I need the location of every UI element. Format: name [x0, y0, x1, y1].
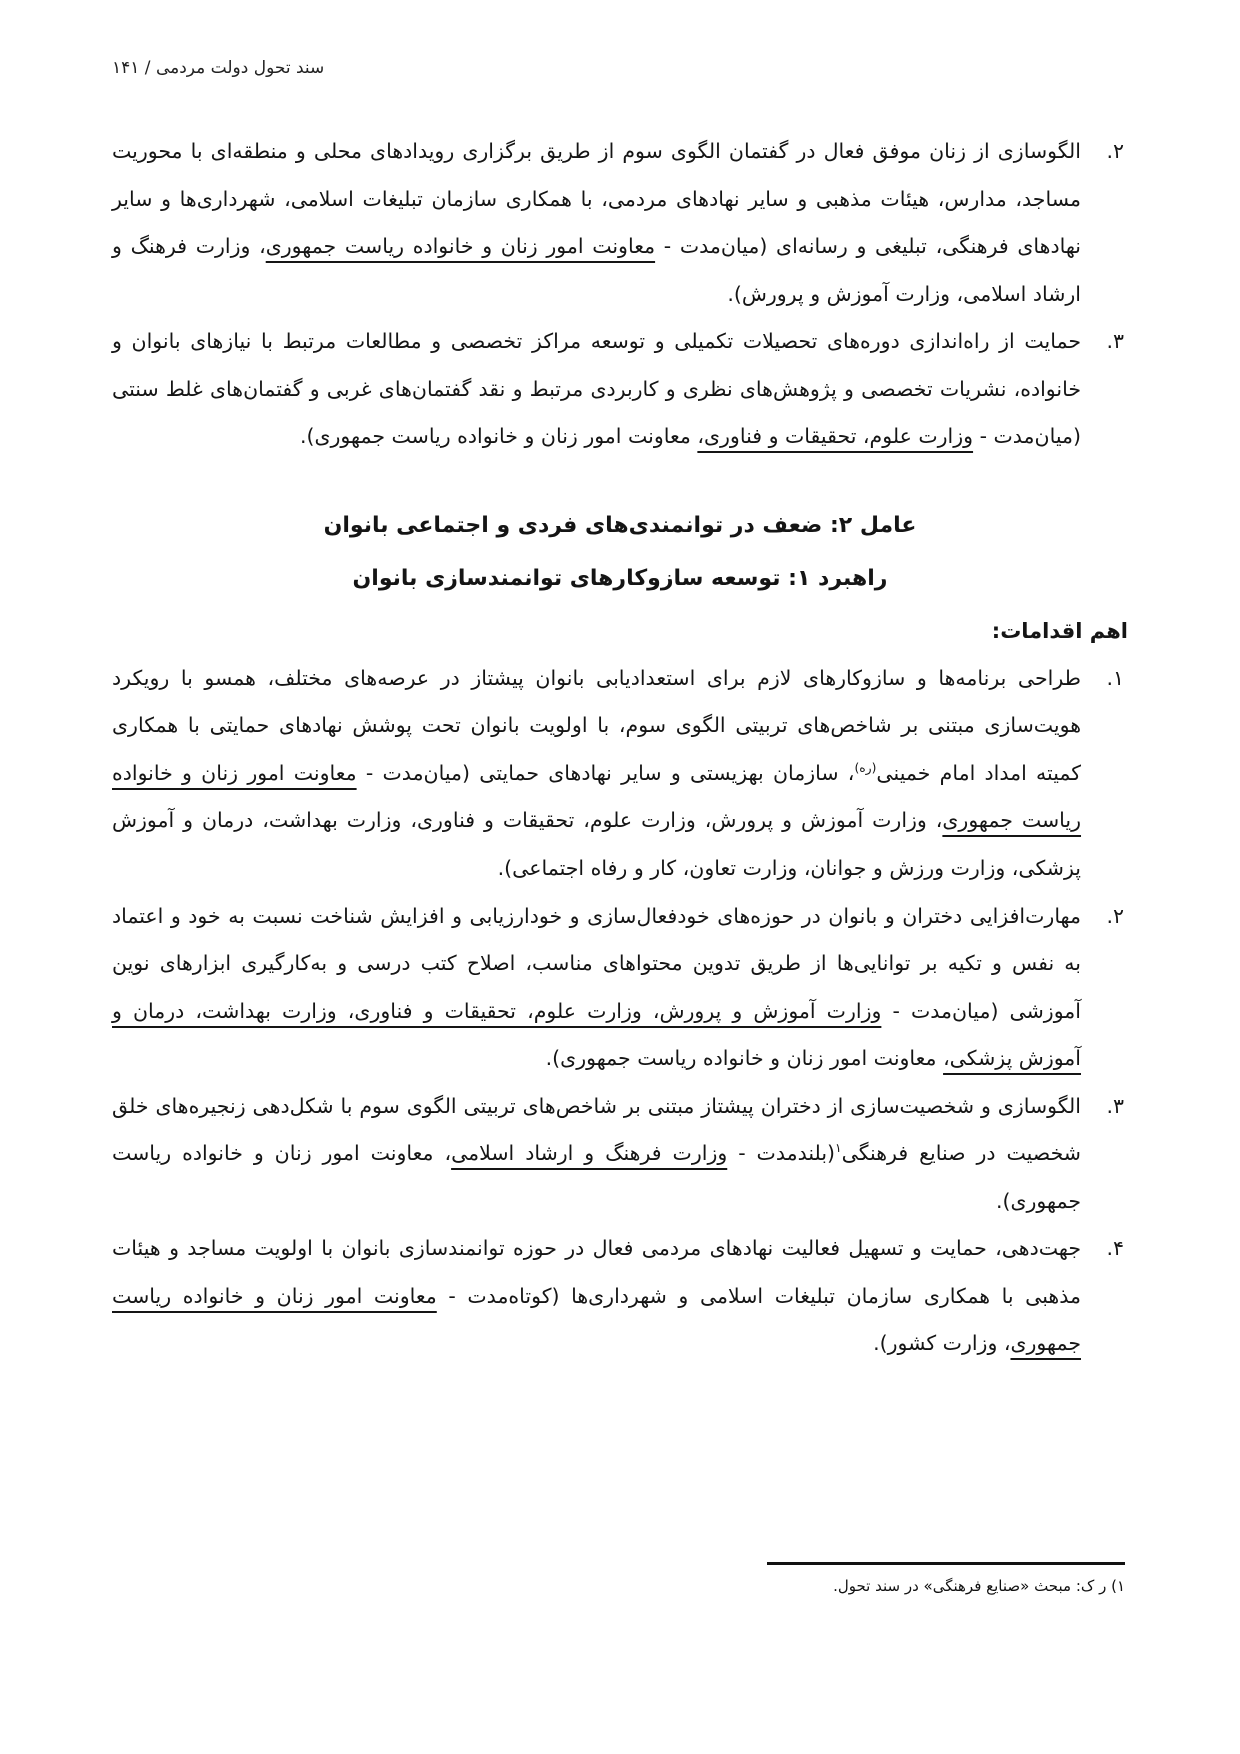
list-item	[112, 318, 1128, 461]
text-run: ، وزارت آموزش و پرورش، وزارت علوم، تحقیقات و فناوری، وزارت بهداشت، درمان و آموزش پزشکی، وزارت ورزش و جوانان، وزارت تعاون، کار و رفاه اجتماعی).	[112, 808, 1081, 881]
footnote-text: ۱) ر ک: مبحث «صنایع فرهنگی» در سند تحول.	[833, 1577, 1125, 1595]
list-item	[112, 1083, 1128, 1226]
text-run: الگوسازی از زنان موفق فعال در گفتمان الگوی سوم از طریق برگزاری رویدادهای محلی و منطقه‌ای با محوریت مساجد، مدارس، هیئات مذهبی و سایر نهادهای مردمی، با همکاری سازمان تبلیغات اسلامی، شهرداری‌ها و سایر نهادهای فرهنگی، تبلیغی و رسانه‌ای (میان‌مدت -	[112, 139, 1082, 259]
item-number: ۳.	[1106, 329, 1124, 354]
page-header: سند تحول دولت مردمی / ۱۴۱	[112, 58, 325, 78]
list-item	[112, 893, 1128, 1083]
factor-heading: عامل ۲: ضعف در توانمندی‌های فردی و اجتماعی بانوان	[323, 512, 917, 538]
text-run: الگوسازی و شخصیت‌سازی از دختران پیشتاز مبتنی بر شاخص‌های تربیتی الگوی سوم با شکل‌دهی زنجیره‌های خلق شخصیت در صنایع فرهنگی	[112, 1093, 1081, 1166]
text-run: معاونت امور زنان و خانواده ریاست جمهوری).	[545, 1046, 944, 1071]
footnote-area	[767, 1562, 1125, 1595]
footnote-separator	[767, 1562, 1125, 1565]
underlined-text: معاونت امور زنان و خانواده ریاست جمهوری	[112, 1283, 1081, 1356]
list-item	[112, 655, 1128, 893]
underlined-text: وزارت فرهنگ و ارشاد اسلامی	[451, 1141, 728, 1166]
text-run: (بلندمدت -	[727, 1141, 836, 1166]
list-item	[112, 128, 1128, 318]
continued-actions-list	[112, 128, 1128, 461]
text-run: حمایت از راه‌اندازی دوره‌های تحصیلات تکمیلی و توسعه مراکز تخصصی و مطالعات مرتبط با نیازهای بانوان و خانواده، نشریات تخصصی و پژوهش‌های نظری و کاربردی مرتبط و نقد گفتمان‌های غربی و گفتمان‌های غلط سنتی (میان‌مدت -	[112, 329, 1081, 449]
text-run: مهارت‌افزایی دختران و بانوان در حوزه‌های خودفعال‌سازی و خودارزیابی و افزایش شناخت نسبت به خود و اعتماد به نفس و تکیه بر توانایی‌ها از طریق تدوین محتواهای مناسب، اصلاح کتب درسی و به‌کارگیری ابزارهای نوین آموزشی (میان‌مدت -	[112, 903, 1081, 1023]
text-run: ، وزارت کشور).	[873, 1331, 1011, 1356]
underlined-text: وزارت علوم، تحقیقات و فناوری،	[697, 424, 974, 449]
superscript-ref: (ره)	[854, 761, 877, 776]
actions-list	[112, 655, 1128, 1368]
item-number: ۲.	[1106, 903, 1124, 928]
text-run: ، سازمان بهزیستی و سایر نهادهای حمایتی (میان‌مدت -	[356, 760, 855, 785]
underlined-text: معاونت امور زنان و خانواده ریاست جمهوری	[112, 760, 1082, 833]
text-run: طراحی برنامه‌ها و سازوکارهای لازم برای استعدادیابی بانوان پیشتاز در عرصه‌های مختلف، همسو با رویکرد هویت‌سازی مبتنی بر شاخص‌های تربیتی الگوی سوم، با اولویت بانوان تحت پوشش نهادهای حمایتی با همکاری کمیته امداد امام خمینی	[112, 665, 1082, 785]
text-run: ، معاونت امور زنان و خانواده ریاست جمهوری).	[112, 1141, 1081, 1213]
text-run: جهت‌دهی، حمایت و تسهیل فعالیت نهادهای مردمی فعال در حوزه توانمندسازی بانوان با اولویت مساجد و هیئات مذهبی با همکاری سازمان تبلیغات اسلامی و شهرداری‌ها (کوتاه‌مدت -	[112, 1236, 1081, 1308]
superscript-ref: ۱	[835, 1141, 842, 1156]
item-number: ۱.	[1106, 665, 1124, 690]
text-run: معاونت امور زنان و خانواده ریاست جمهوری).	[299, 424, 698, 449]
item-number: ۳.	[1106, 1093, 1124, 1118]
underlined-text: وزارت آموزش و پرورش، وزارت علوم، تحقیقات و فناوری، وزارت بهداشت، درمان و آموزش پزشکی،	[112, 998, 1081, 1071]
text-run: ، وزارت فرهنگ و ارشاد اسلامی، وزارت آموزش و پرورش).	[112, 234, 1081, 306]
item-number: ۲.	[1106, 139, 1124, 163]
item-number: ۴.	[1106, 1236, 1124, 1261]
list-item	[112, 1225, 1128, 1368]
actions-label: اهم اقدامات:	[991, 618, 1128, 643]
underlined-text: معاونت امور زنان و خانواده ریاست جمهوری	[265, 234, 656, 259]
strategy-heading: راهبرد ۱: توسعه سازوکارهای توانمندسازی بانوان	[352, 565, 888, 591]
